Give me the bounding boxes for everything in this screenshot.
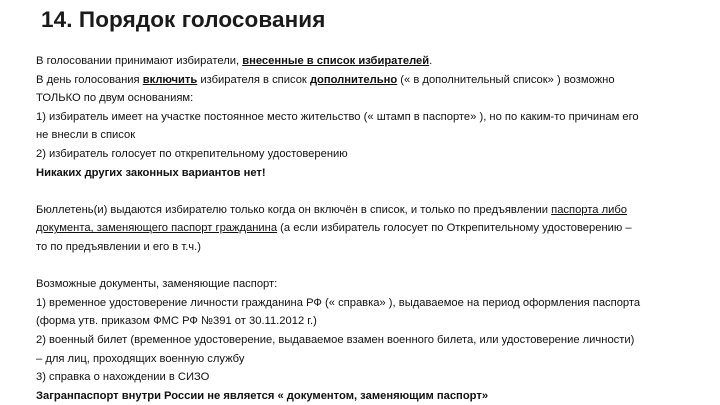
- emphasis-voters: избирателей: [358, 55, 430, 67]
- s3-line-3: (форма утв. приказом ФМС РФ №391 от 30.11.2012 г.): [36, 315, 317, 328]
- s3-line-6: 3) справка о нахождении в СИЗО: [36, 371, 210, 384]
- text-span: (а если избиратель голосует по Открепительному удостоверению –: [277, 222, 632, 235]
- s2-line-2: [36, 219, 701, 238]
- s1-line-7-bold: Никаких других законных вариантов нет!: [36, 166, 266, 179]
- s2-line-3: то по предъявлении и его в т.ч.): [36, 240, 201, 253]
- underline-passport: паспорта либо: [551, 203, 628, 216]
- s1-line-3: ТОЛЬКО по двум основаниям:: [36, 92, 194, 105]
- emphasis-registered: внесенные в список: [242, 55, 356, 67]
- s2-line-1: [36, 201, 701, 220]
- s3-line-1: Возможные документы, заменяющие паспорт:: [36, 278, 278, 291]
- s1-line-1: [36, 52, 701, 71]
- s1-line-6: 2) избиратель голосует по открепительному удостоверению: [36, 147, 348, 160]
- s1-line-5: не внесли в список: [36, 129, 136, 142]
- emphasis-include: включить: [142, 73, 198, 86]
- s3-line-5: – для лиц, проходящих военную службу: [36, 352, 245, 365]
- s3-line-2: 1) временное удостоверение личности гражданина РФ (« справка» ), выдаваемое на период оформления паспорта: [36, 296, 641, 309]
- text-span: .: [429, 55, 433, 67]
- paragraph-gap: [36, 257, 701, 276]
- text-span: Бюллетень(и) выдаются избирателю только когда он включён в список, и только по предъявлении: [36, 203, 552, 216]
- text-span: избирателя в список: [197, 73, 310, 86]
- s1-line-2: [36, 71, 701, 90]
- s1-line-4: 1) избиратель имеет на участке постоянное место жительство (« штамп в паспорте» ), но по каким-то причинам его: [36, 110, 639, 123]
- slide-title: 14. Порядок голосования: [41, 7, 326, 32]
- text-span: В голосовании принимают избиратели,: [36, 55, 243, 67]
- text-span: (« в дополнительный список» ) возможно: [397, 73, 615, 86]
- slide-body: [36, 52, 701, 405]
- s3-line-7-bold: Загранпаспорт внутри России не является « документом, заменяющим паспорт»: [36, 389, 489, 402]
- s3-line-4: 2) военный билет (временное удостоверение, выдаваемое взамен военного билета, или удостоверение личности): [36, 333, 635, 346]
- text-span: В день голосования: [36, 73, 143, 86]
- underline-document: документа, заменяющего паспорт гражданина: [36, 222, 278, 235]
- emphasis-additionally: дополнительно: [309, 73, 398, 86]
- paragraph-gap: [36, 182, 701, 201]
